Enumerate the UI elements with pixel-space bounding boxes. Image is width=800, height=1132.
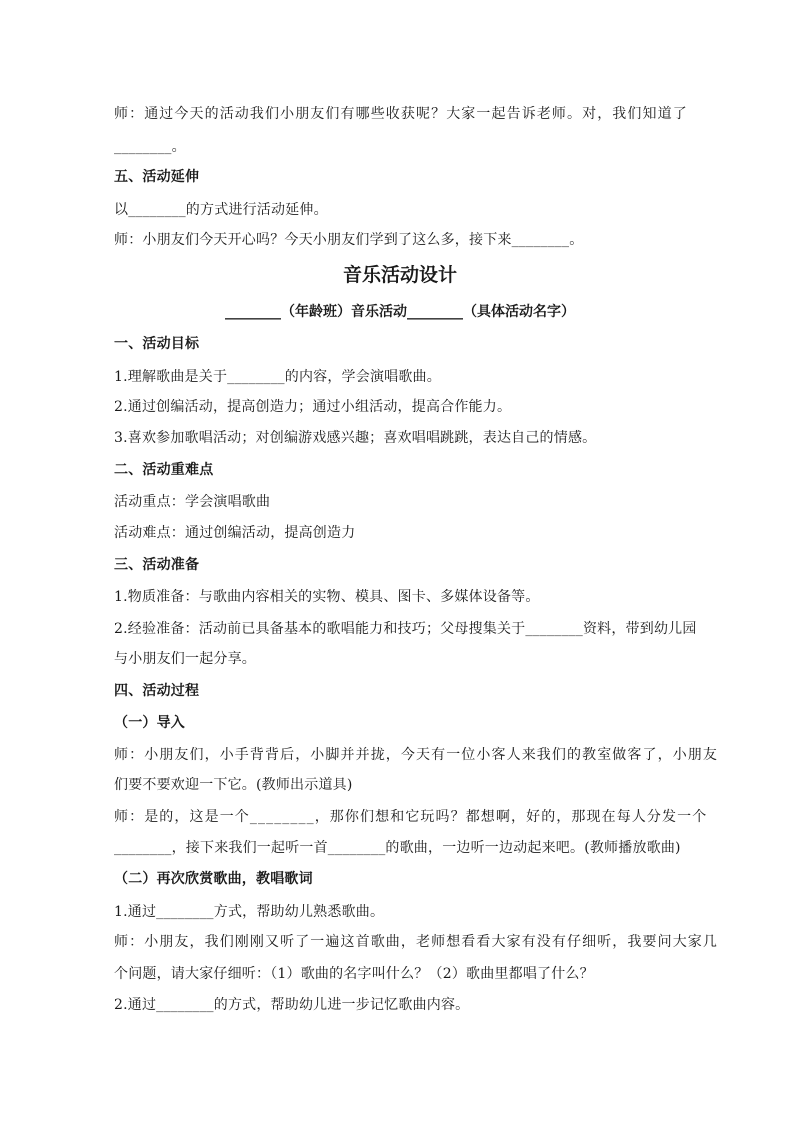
process-part-2-item-1: 1.通过________方式，帮助幼儿熟悉歌曲。: [114, 904, 385, 920]
preparation-item-2-line-1: 2.经验准备：活动前已具备基本的歌唱能力和技巧；父母搜集关于________资料，带到幼儿园: [114, 621, 697, 637]
preparation-item-2-line-2: 与小朋友们一起分享。: [114, 651, 256, 667]
keypoints-heading: 二、活动重难点: [114, 462, 214, 478]
process-part-2-p1-line-2: 个问题，请大家仔细听：（1）歌曲的名字叫什么？（2）歌曲里都唱了什么？: [114, 966, 594, 982]
preparation-item-1: 1.物质准备：与歌曲内容相关的实物、模具、图卡、多媒体设备等。: [114, 589, 540, 605]
process-part-1-p2-line-2: ________，接下来我们一起听一首________的歌曲，一边听一边动起来吧。(教师播放歌曲): [114, 840, 681, 856]
goals-item-1: 1.理解歌曲是关于________的内容，学会演唱歌曲。: [114, 369, 441, 385]
process-part-2-heading: （二）再次欣赏歌曲，教唱歌词: [114, 871, 313, 887]
keypoints-difficulty: 活动难点：通过创编活动，提高创造力: [114, 525, 356, 541]
page-subtitle: ________（年龄班）音乐活动________（具体活动名字）: [225, 304, 575, 320]
goals-item-3: 3.喜欢参加歌唱活动；对创编游戏感兴趣；喜欢唱唱跳跳，表达自己的情感。: [114, 430, 597, 446]
intro-text-line-1: 师：通过今天的活动我们小朋友们有哪些收获呢？大家一起告诉老师。对，我们知道了: [114, 106, 688, 122]
section-5-heading: 五、活动延伸: [114, 169, 200, 185]
process-part-1-p2-line-1: 师：是的，这是一个________，那你们想和它玩吗？都想啊，好的，那现在每人分发一个: [114, 809, 708, 825]
process-part-2-p1-line-1: 师：小朋友，我们刚刚又听了一遍这首歌曲，老师想看看大家有没有仔细听，我要问大家几: [114, 934, 718, 950]
process-part-2-item-2: 2.通过________的方式，帮助幼儿进一步记忆歌曲内容。: [114, 997, 470, 1013]
goals-heading: 一、活动目标: [114, 336, 200, 352]
keypoints-focus: 活动重点：学会演唱歌曲: [114, 494, 271, 510]
section-5-text-1: 以________的方式进行活动延伸。: [114, 202, 328, 218]
process-part-1-heading: （一）导入: [114, 715, 185, 731]
intro-text-line-2: ________。: [114, 139, 186, 155]
preparation-heading: 三、活动准备: [114, 557, 200, 573]
section-5-text-2: 师：小朋友们今天开心吗？今天小朋友们学到了这么多，接下来________。: [114, 232, 584, 248]
process-heading: 四、活动过程: [114, 683, 200, 699]
process-part-1-p1-line-1: 师：小朋友们，小手背背后，小脚并并拢，今天有一位小客人来我们的教室做客了，小朋友: [114, 747, 718, 763]
process-part-1-p1-line-2: 们要不要欢迎一下它。(教师出示道具): [114, 777, 353, 793]
goals-item-2: 2.通过创编活动，提高创造力；通过小组活动，提高合作能力。: [114, 399, 512, 415]
page-title: 音乐活动设计: [342, 264, 457, 286]
